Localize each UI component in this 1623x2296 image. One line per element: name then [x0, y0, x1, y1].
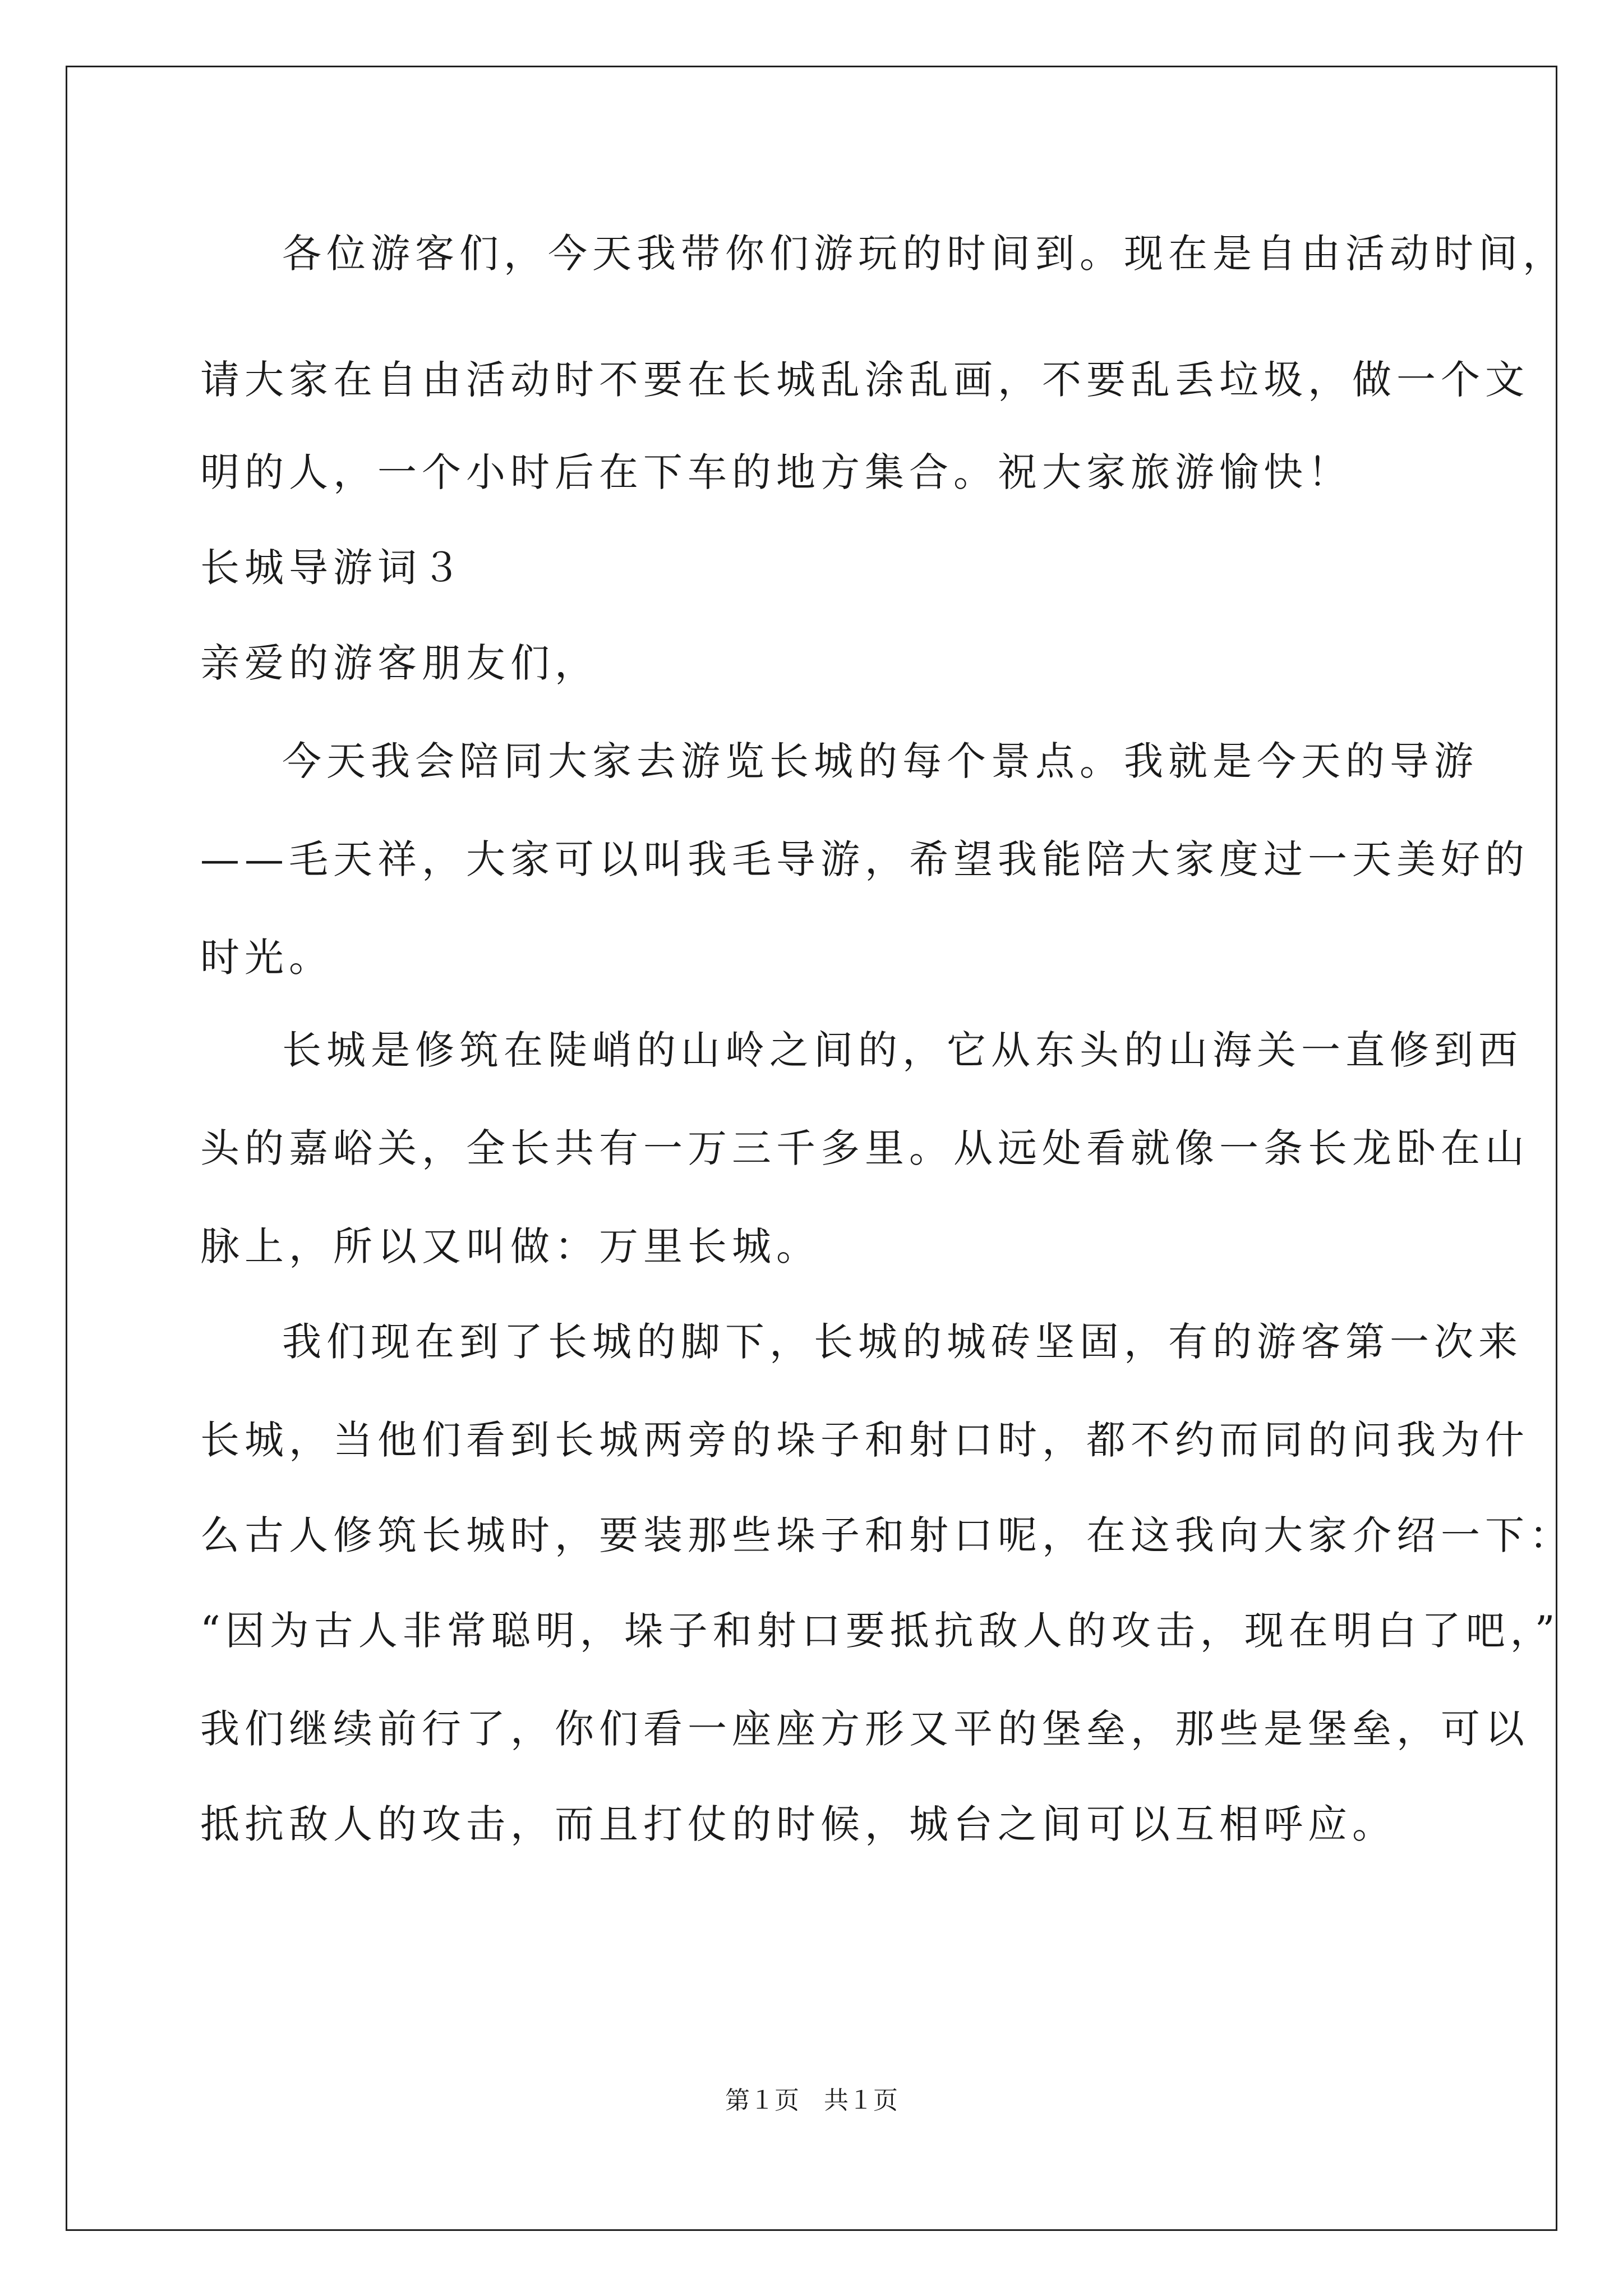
page-number-footer: 第１页 共１页	[725, 2086, 898, 2115]
paragraph-3-line-1: 长城是修筑在陡峭的山岭之间的，它从东头的山海关一直修到西	[282, 1027, 1523, 1073]
paragraph-2-line-1: 今天我会陪同大家去游览长城的每个景点。我就是今天的导游	[282, 738, 1478, 784]
paragraph-1-line-2: 请大家在自由活动时不要在长城乱涂乱画，不要乱丢垃圾，做一个文	[200, 357, 1529, 403]
paragraph-4-line-2: 长城，当他们看到长城两旁的垛子和射口时，都不约而同的问我为什	[200, 1417, 1529, 1463]
paragraph-2-line-2: ——毛天祥，大家可以叫我毛导游，希望我能陪大家度过一天美好的	[200, 836, 1529, 882]
paragraph-1-line-3: 明的人，一个小时后在下车的地方集合。祝大家旅游愉快！	[200, 449, 1352, 495]
paragraph-3-line-3: 脉上，所以又叫做：万里长城。	[200, 1223, 820, 1269]
paragraph-2-line-3: 时光。	[200, 935, 333, 981]
paragraph-4-line-4: “因为古人非常聪明，垛子和射口要抵抗敌人的攻击，现在明白了吧，”	[200, 1608, 1560, 1654]
paragraph-4-line-1: 我们现在到了长城的脚下，长城的城砖坚固，有的游客第一次来	[282, 1319, 1523, 1365]
paragraph-3-line-2: 头的嘉峪关，全长共有一万三千多里。从远处看就像一条长龙卧在山	[200, 1125, 1529, 1171]
paragraph-1-line-1: 各位游客们，今天我带你们游玩的时间到。现在是自由活动时间，	[282, 231, 1567, 277]
salutation: 亲爱的游客朋友们，	[200, 640, 599, 686]
paragraph-4-line-6: 抵抗敌人的攻击，而且打仗的时候，城台之间可以互相呼应。	[200, 1801, 1396, 1847]
paragraph-4-line-5: 我们继续前行了，你们看一座座方形又平的堡垒，那些是堡垒，可以	[200, 1706, 1529, 1752]
section-heading: 长城导游词３	[200, 545, 466, 591]
paragraph-4-line-3: 么古人修筑长城时，要装那些垛子和射口呢，在这我向大家介绍一下：	[200, 1512, 1574, 1558]
